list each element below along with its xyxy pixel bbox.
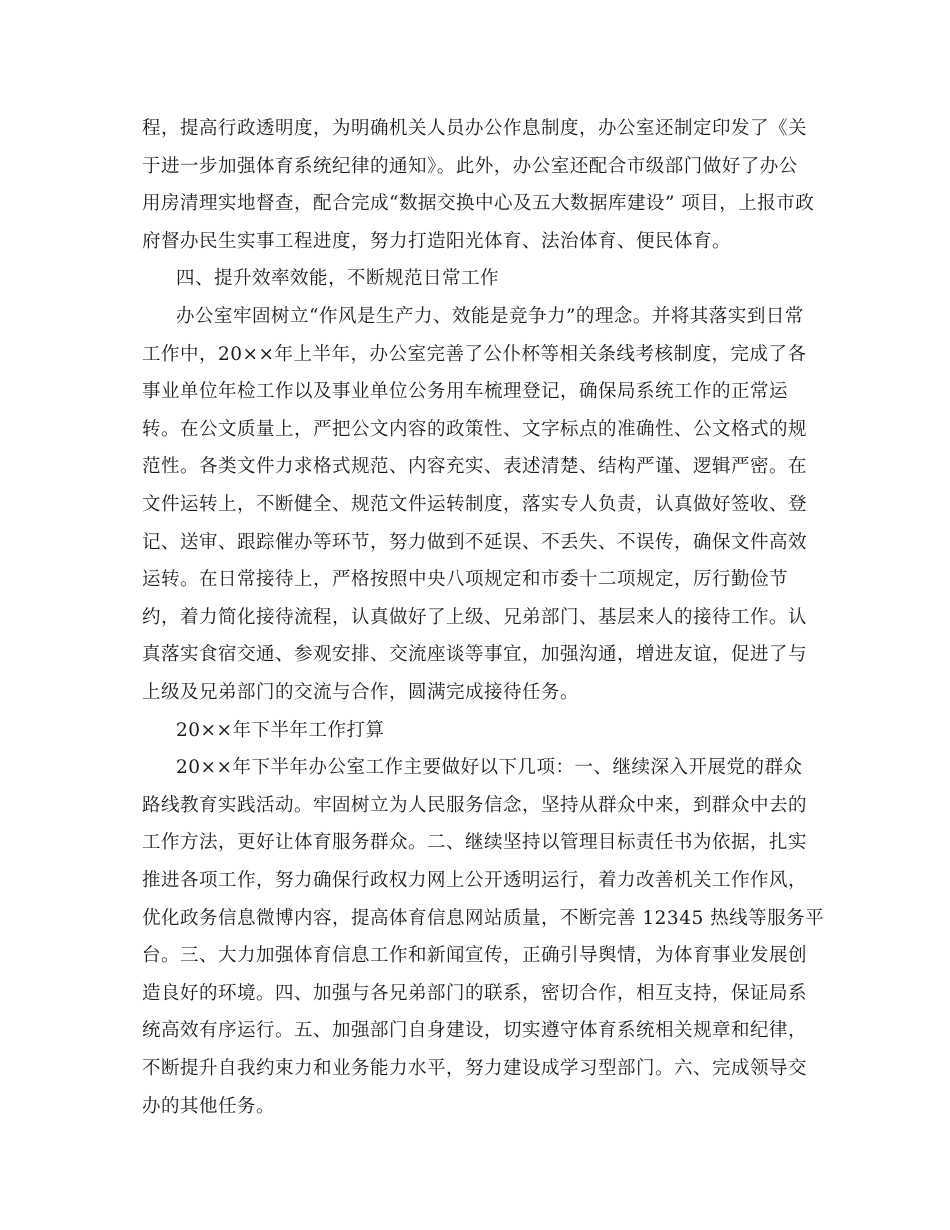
text-line: 不断提升自我约束力和业务能力水平，努力建设成学习型部门。六、完成领导交 [142, 1058, 808, 1079]
paragraph-first-line: 四、提升效率效能，不断规范日常工作 [176, 268, 500, 290]
text-line: 转。在公文质量上，严把公文内容的政策性、文字标点的准确性、公文格式的规 [142, 418, 808, 440]
paragraph-first-line: 办公室牢固树立“作风是生产力、效能是竞争力”的理念。并将其落实到日常 [176, 306, 804, 327]
text-line: 真落实食宿交通、参观安排、交流座谈等事宜，加强沟通，增进友谊，促进了与 [142, 644, 808, 666]
text-line: 事业单位年检工作以及事业单位公务用车梳理登记，确保局系统工作的正常运 [142, 381, 789, 403]
paragraph-first-line: 20××年下半年工作打算 [176, 719, 385, 741]
text-line: 用房清理实地督查，配合完成“数据交换中心及五大数据库建设” 项目，上报市政 [142, 193, 815, 215]
text-line: 记、送审、跟踪催办等环节，努力做到不延误、不丢失、不误传，确保文件高效 [142, 531, 808, 553]
text-line: 工作方法，更好让体育服务群众。二、继续坚持以管理目标责任书为依据，扎实 [142, 832, 808, 854]
text-line: 于进一步加强体育系统纪律的通知》。此外，办公室还配合市级部门做好了办公 [142, 155, 798, 177]
text-line: 上级及兄弟部门的交流与合作，圆满完成接待任务。 [142, 682, 580, 703]
text-line: 台。三、大力加强体育信息工作和新闻宣传，正确引导舆情，为体育事业发展创 [142, 945, 808, 967]
text-line: 工作中，20××年上半年，办公室完善了公仆杯等相关条线考核制度，完成了各 [142, 343, 807, 365]
text-line: 运转。在日常接待上，严格按照中央八项规定和市委十二项规定，厉行勤俭节 [142, 569, 789, 591]
text-line: 统高效有序运行。五、加强部门自身建设，切实遵守体育系统相关规章和纪律， [142, 1020, 808, 1042]
text-line: 约，着力简化接待流程，认真做好了上级、兄弟部门、基层来人的接待工作。认 [142, 606, 808, 628]
text-line: 范性。各类文件力求格式规范、内容充实、表述清楚、结构严谨、逻辑严密。在 [142, 456, 808, 478]
text-line: 府督办民生实事工程进度，努力打造阳光体育、法治体育、便民体育。 [142, 230, 732, 252]
text-line: 文件运转上，不断健全、规范文件运转制度，落实专人负责，认真做好签收、登 [142, 494, 808, 515]
text-line: 造良好的环境。四、加强与各兄弟部门的联系，密切合作，相互支持，保证局系 [142, 982, 808, 1004]
text-line: 推进各项工作，努力确保行政权力网上公开透明运行，着力改善机关工作作风， [142, 870, 808, 891]
text-line: 优化政务信息微博内容，提高体育信息网站质量，不断完善 12345 热线等服务平 [142, 907, 825, 929]
text-line: 程，提高行政透明度，为明确机关人员办公作息制度，办公室还制定印发了《关 [142, 118, 808, 139]
paragraph-first-line: 20××年下半年办公室工作主要做好以下几项：一、继续深入开展党的群众 [176, 757, 803, 779]
text-line: 办的其他任务。 [142, 1095, 276, 1117]
text-line: 路线教育实践活动。牢固树立为人民服务信念，坚持从群众中来，到群众中去的 [142, 794, 808, 816]
